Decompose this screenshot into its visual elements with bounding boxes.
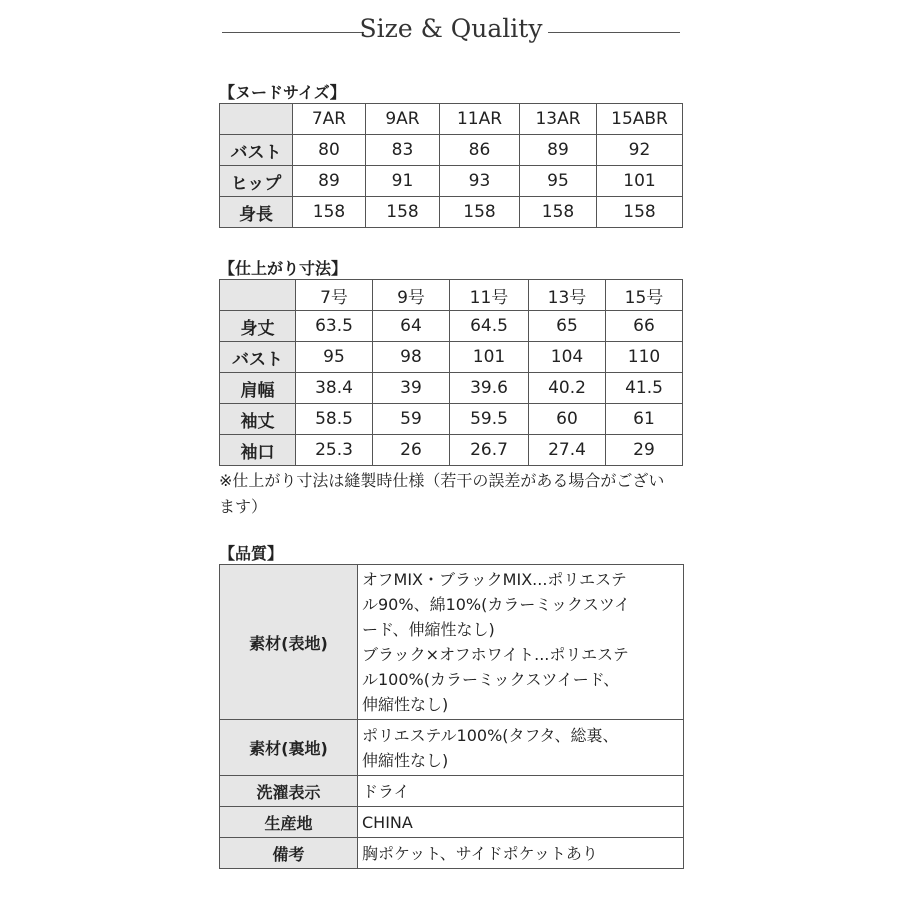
table-cell: 26.7 — [450, 435, 529, 466]
text-line: CHINA — [362, 812, 413, 832]
row-header: バスト — [220, 135, 293, 166]
table-cell: 41.5 — [606, 373, 683, 404]
table-row — [220, 435, 683, 466]
table-cell: 63.5 — [296, 311, 373, 342]
table-cell — [358, 776, 684, 807]
table-cell: 59 — [373, 404, 450, 435]
table-cell: 58.5 — [296, 404, 373, 435]
table-cell: 158 — [597, 197, 683, 228]
table-header-row — [220, 280, 683, 311]
table-cell: 26 — [373, 435, 450, 466]
table-cell: 91 — [366, 166, 440, 197]
table-cell — [358, 838, 684, 869]
text-line: 胸ポケット、サイドポケットあり — [362, 843, 598, 863]
text-line: ル90%、綿10%(カラーミックスツイ — [362, 595, 631, 614]
text-line: ル100%(カラーミックスツイード、 — [362, 670, 620, 689]
table-cell: 158 — [366, 197, 440, 228]
table-cell: 39 — [373, 373, 450, 404]
table-corner — [220, 280, 296, 311]
table-cell: 98 — [373, 342, 450, 373]
table-header-row — [220, 104, 683, 135]
table-cell: 95 — [296, 342, 373, 373]
table-cell: 101 — [597, 166, 683, 197]
table-cell: 29 — [606, 435, 683, 466]
finished-size-note: ※仕上がり寸法は縫製時仕様（若干の誤差がある場合がございます） — [219, 471, 665, 516]
table-row — [220, 807, 684, 838]
table-cell: 64.5 — [450, 311, 529, 342]
finished-size-label: 【仕上がり寸法】 — [219, 259, 348, 278]
table-cell: 65 — [529, 311, 606, 342]
row-header: 素材(表地) — [220, 565, 358, 720]
header-rule-right — [548, 32, 680, 33]
text-line: 伸縮性なし) — [362, 750, 449, 770]
table-row — [220, 404, 683, 435]
row-header: 身丈 — [220, 311, 296, 342]
table-corner — [220, 104, 293, 135]
page-header — [218, 12, 684, 52]
table-cell: 92 — [597, 135, 683, 166]
finished-size-table — [219, 279, 683, 466]
row-header: 袖丈 — [220, 404, 296, 435]
column-header: 13AR — [520, 104, 597, 135]
quality-label: 【品質】 — [219, 544, 284, 563]
column-header: 9AR — [366, 104, 440, 135]
column-header: 9号 — [373, 280, 450, 311]
table-row — [220, 166, 683, 197]
column-header: 15ABR — [597, 104, 683, 135]
table-cell — [358, 720, 684, 776]
table-cell: 83 — [366, 135, 440, 166]
row-header: 備考 — [220, 838, 358, 869]
column-header: 7AR — [293, 104, 366, 135]
column-header: 11号 — [450, 280, 529, 311]
row-header: 洗濯表示 — [220, 776, 358, 807]
text-line: ード、伸縮性なし) — [362, 620, 495, 639]
row-header: 素材(裏地) — [220, 720, 358, 776]
table-cell: 80 — [293, 135, 366, 166]
table-cell: 101 — [450, 342, 529, 373]
table-cell: 40.2 — [529, 373, 606, 404]
row-header: ヒップ — [220, 166, 293, 197]
table-cell: 61 — [606, 404, 683, 435]
table-cell: 93 — [440, 166, 520, 197]
quality-table — [219, 564, 684, 869]
table-cell: 59.5 — [450, 404, 529, 435]
table-row — [220, 776, 684, 807]
table-cell: 158 — [293, 197, 366, 228]
row-header: 身長 — [220, 197, 293, 228]
text-line: 伸縮性なし) — [362, 695, 449, 714]
table-cell: 158 — [520, 197, 597, 228]
table-cell: 89 — [293, 166, 366, 197]
column-header: 13号 — [529, 280, 606, 311]
table-row — [220, 838, 684, 869]
table-cell: 66 — [606, 311, 683, 342]
row-header: 袖口 — [220, 435, 296, 466]
table-row — [220, 565, 684, 720]
table-row — [220, 342, 683, 373]
table-cell: 60 — [529, 404, 606, 435]
column-header: 7号 — [296, 280, 373, 311]
table-cell: 27.4 — [529, 435, 606, 466]
table-cell: 64 — [373, 311, 450, 342]
text-line: ドライ — [362, 781, 410, 801]
text-line: オフMIX・ブラックMIX...ポリエステ — [362, 570, 627, 589]
table-cell: 89 — [520, 135, 597, 166]
table-row — [220, 197, 683, 228]
table-cell — [358, 565, 684, 720]
table-cell: 158 — [440, 197, 520, 228]
column-header: 15号 — [606, 280, 683, 311]
text-line: ポリエステル100%(タフタ、総裏、 — [362, 725, 619, 745]
page-title: Size & Quality — [359, 14, 543, 43]
table-cell: 39.6 — [450, 373, 529, 404]
table-cell: 86 — [440, 135, 520, 166]
table-row — [220, 720, 684, 776]
text-line: ブラック×オフホワイト...ポリエステ — [362, 645, 629, 664]
row-header: 生産地 — [220, 807, 358, 838]
table-cell: 110 — [606, 342, 683, 373]
table-cell: 104 — [529, 342, 606, 373]
row-header: 肩幅 — [220, 373, 296, 404]
table-cell: 25.3 — [296, 435, 373, 466]
table-cell: 38.4 — [296, 373, 373, 404]
table-row — [220, 311, 683, 342]
column-header: 11AR — [440, 104, 520, 135]
table-cell: 95 — [520, 166, 597, 197]
row-header: バスト — [220, 342, 296, 373]
table-row — [220, 373, 683, 404]
nude-size-table — [219, 103, 683, 228]
table-row — [220, 135, 683, 166]
nude-size-label: 【ヌードサイズ】 — [219, 83, 346, 102]
table-cell — [358, 807, 684, 838]
